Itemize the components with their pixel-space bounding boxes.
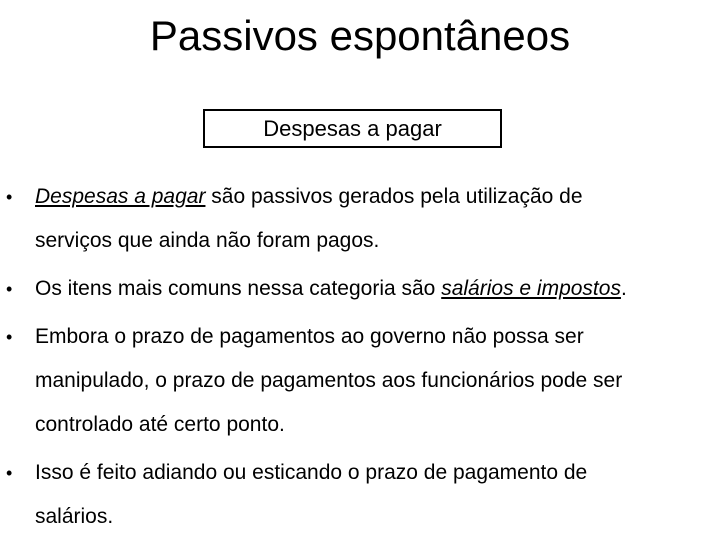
bullet-1-line-1 (35, 175, 710, 219)
bullet-3-line-3: controlado até certo ponto. (35, 413, 285, 436)
bullet-dot-icon: • (6, 463, 13, 483)
bullet-item-2 (0, 267, 720, 311)
bullet-2-line-1 (35, 267, 710, 311)
slide-title: Passivos espontâneos (149, 12, 571, 59)
boxed-label: Despesas a pagar (203, 109, 502, 148)
bullet-item-1 (0, 175, 720, 263)
bullet-2-emphasis: salários e impostos (441, 277, 621, 300)
bullet-4-line-1: Isso é feito adiando ou esticando o prazo de pagamento de (35, 461, 588, 484)
bullet-1-emphasis: Despesas a pagar (35, 185, 206, 208)
bullet-dot-icon: • (6, 279, 13, 299)
bullet-3-line-2: manipulado, o prazo de pagamentos aos funcionários pode ser (35, 369, 623, 392)
bullet-dot-icon: • (6, 327, 13, 347)
bullet-2-line-1-start: Os itens mais comuns nessa categoria são (35, 277, 442, 300)
bullet-item-4 (0, 451, 720, 539)
bullet-4-line-2: salários. (35, 505, 114, 528)
bullet-3-line-1: Embora o prazo de pagamentos ao governo não possa ser (35, 325, 584, 348)
bullet-2-line-1-end: . (620, 277, 627, 300)
bullet-1-line-1-rest: são passivos gerados pela utilização de (205, 185, 583, 208)
bullet-item-3 (0, 315, 720, 447)
bullet-1-line-2: serviços que ainda não foram pagos. (35, 229, 380, 252)
bullet-dot-icon: • (6, 187, 13, 207)
bullet-list (0, 175, 720, 543)
